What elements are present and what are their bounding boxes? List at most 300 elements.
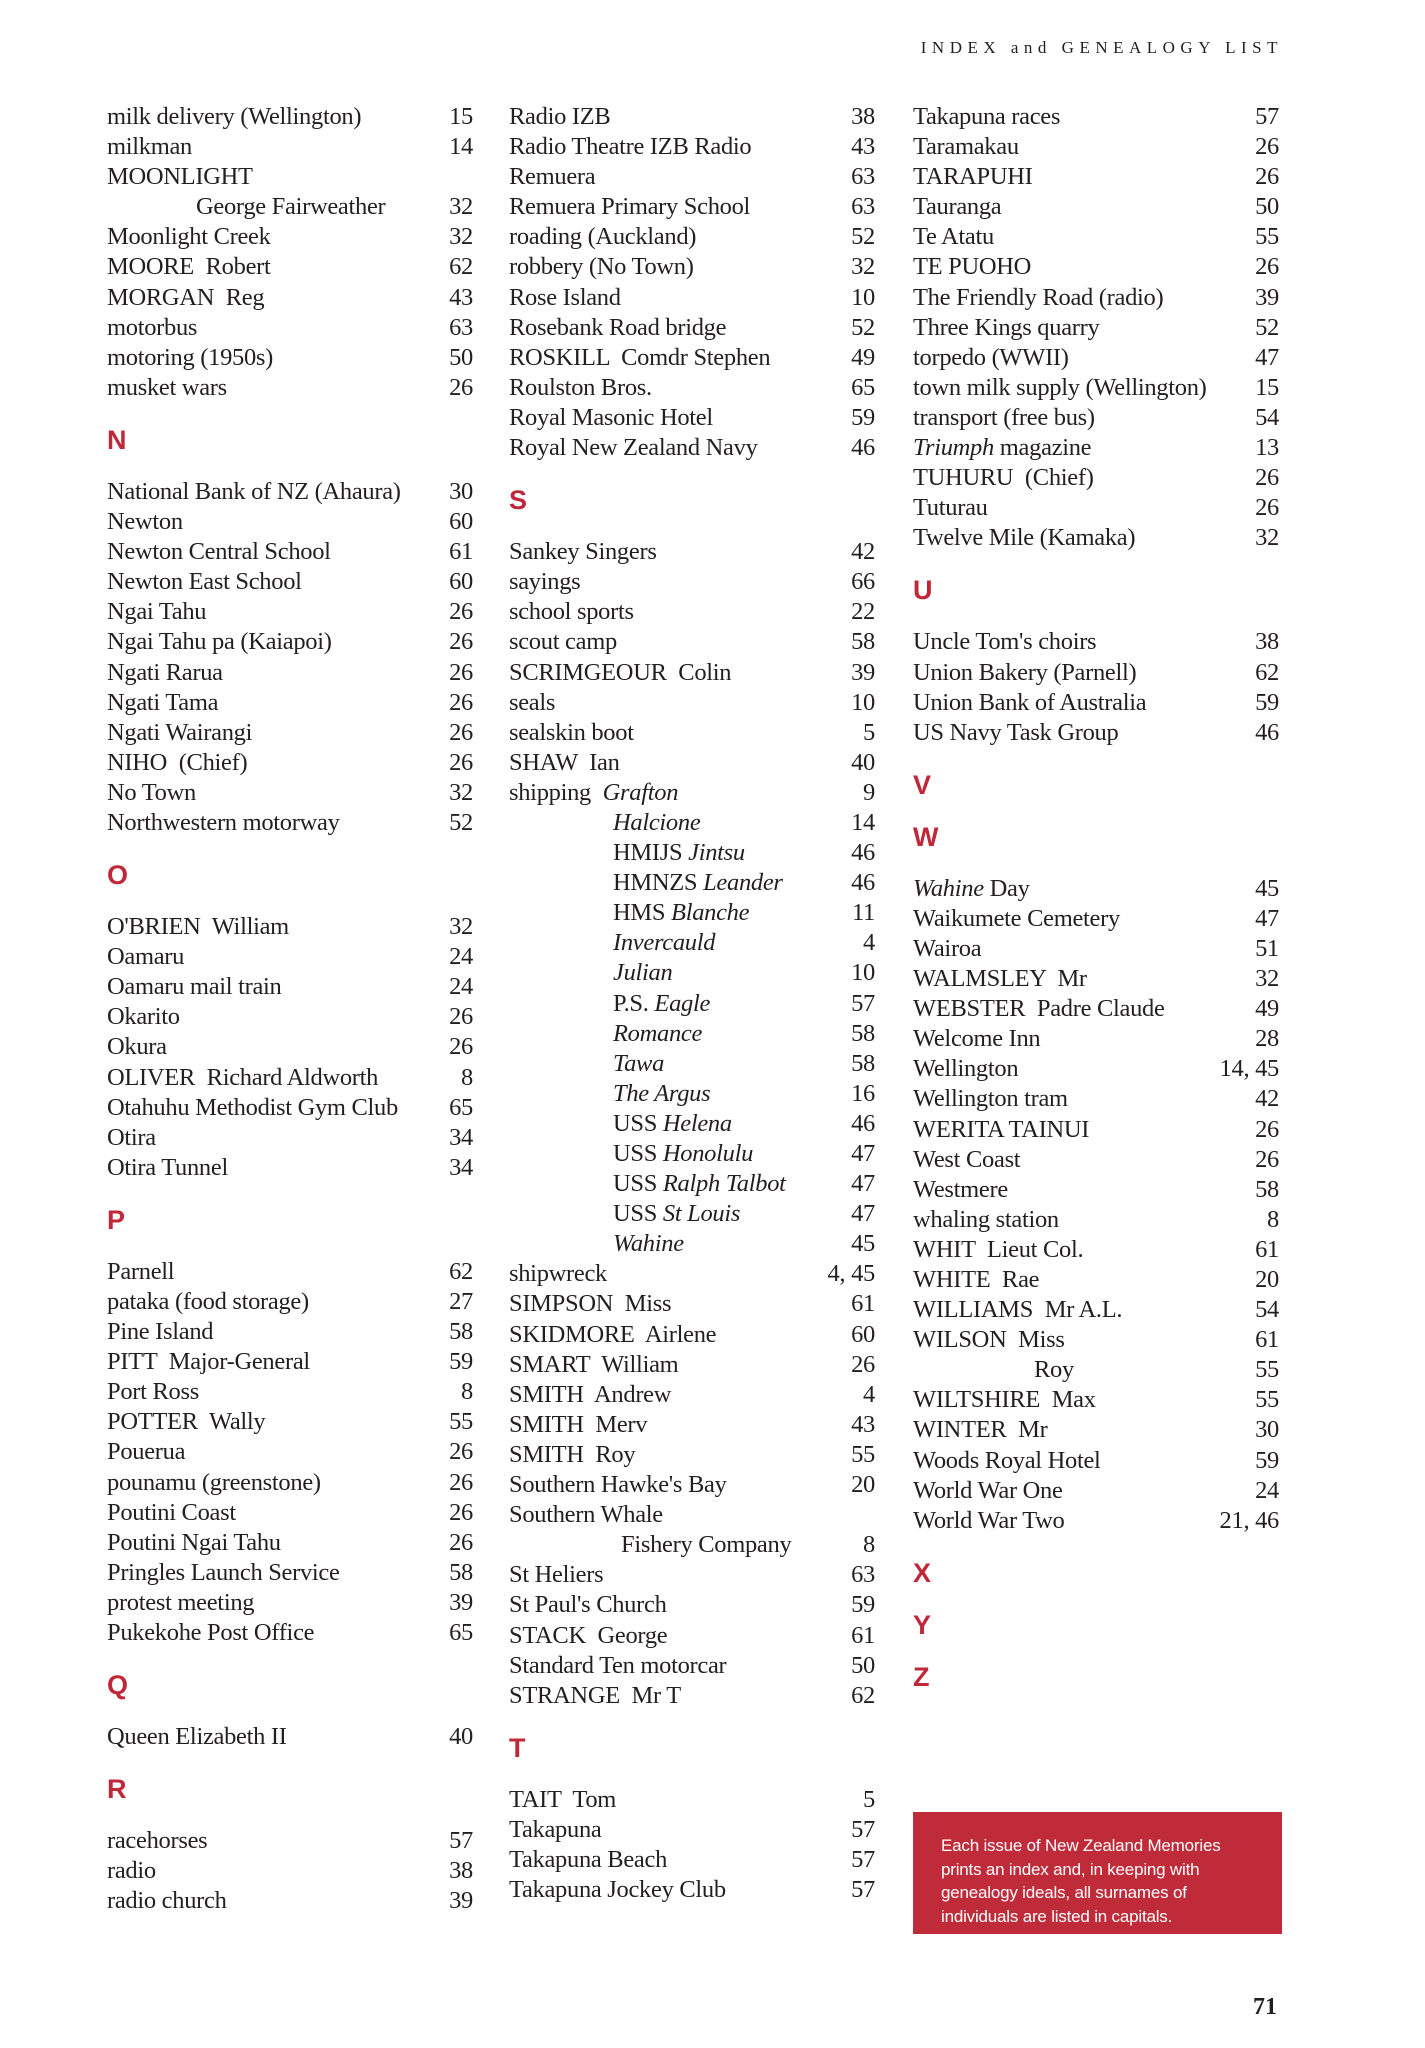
entry-page-number: 14: [449, 133, 473, 161]
entry-term: school sports: [509, 598, 634, 626]
entry-page-number: 66: [851, 568, 875, 596]
index-entry: [107, 942, 473, 972]
entry-term: Union Bank of Australia: [913, 688, 1147, 716]
entry-term: [509, 898, 749, 928]
entry-page-number: 26: [449, 1498, 473, 1526]
entry-page-number: 59: [851, 403, 875, 431]
index-entry: [913, 1084, 1279, 1114]
entry-page-number: 26: [1255, 494, 1279, 522]
index-entry: [509, 1440, 875, 1470]
index-entry: [509, 1560, 875, 1590]
entry-term-italic: Helena: [662, 1109, 732, 1137]
entry-term: WILTSHIRE Max: [913, 1386, 1096, 1414]
index-entry: [107, 162, 473, 192]
entry-page-number: 11: [852, 899, 875, 927]
entry-term: Queen Elizabeth II: [107, 1723, 287, 1751]
entry-term: [509, 868, 783, 898]
entry-term: Ngati Wairangi: [107, 718, 253, 746]
index-entry: [913, 252, 1279, 282]
entry-term: National Bank of NZ (Ahaura): [107, 477, 401, 505]
index-entry: [107, 313, 473, 343]
entry-term: Tauranga: [913, 193, 1002, 221]
entry-page-number: 26: [449, 1528, 473, 1556]
index-entry: [107, 222, 473, 252]
entry-term: racehorses: [107, 1827, 208, 1855]
entry-page-number: 61: [1255, 1235, 1279, 1263]
index-entry: [509, 958, 875, 988]
index-entry: [913, 658, 1279, 688]
entry-page-number: 55: [1255, 1386, 1279, 1414]
index-entry: [509, 838, 875, 868]
genealogy-note-box: [913, 1812, 1282, 1934]
entry-term: Ngai Tahu: [107, 598, 207, 626]
entry-page-number: 40: [851, 748, 875, 776]
entry-page-number: 58: [449, 1558, 473, 1586]
entry-term: milkman: [107, 133, 193, 161]
entry-term-italic: Eagle: [654, 989, 711, 1017]
index-entry: [107, 1407, 473, 1437]
index-entry: [107, 1002, 473, 1032]
entry-page-number: 26: [1255, 253, 1279, 281]
section-letter-heading: Z: [913, 1661, 930, 1692]
entry-term: Westmere: [913, 1175, 1008, 1203]
entry-term: Pringles Launch Service: [107, 1558, 340, 1586]
entry-term: The Friendly Road (radio): [913, 283, 1164, 311]
entry-page-number: 26: [449, 748, 473, 776]
index-entry: [509, 1651, 875, 1681]
entry-term: sealskin boot: [509, 718, 634, 746]
entry-page-number: 32: [449, 778, 473, 806]
entry-term: motorbus: [107, 313, 198, 341]
entry-page-number: 42: [1255, 1085, 1279, 1113]
index-entry: [509, 102, 875, 132]
entry-term: Roy: [1034, 1356, 1074, 1384]
entry-term: musket wars: [107, 373, 227, 401]
entry-page-number: 4: [863, 1380, 875, 1408]
entry-page-number: 26: [449, 658, 473, 686]
entry-term: Fishery Company: [621, 1531, 792, 1559]
index-entry: [509, 898, 875, 928]
entry-term: Okura: [107, 1033, 167, 1061]
entry-page-number: 8: [863, 1531, 875, 1559]
index-entry: [913, 433, 1279, 463]
entry-term: SMITH Andrew: [509, 1380, 672, 1408]
index-entry: [509, 748, 875, 778]
running-title: INDEX and GENEALOGY LIST: [920, 38, 1283, 57]
entry-page-number: 63: [851, 163, 875, 191]
index-entry: [509, 808, 875, 838]
entry-page-number: 39: [449, 1588, 473, 1616]
entry-page-number: 28: [1255, 1025, 1279, 1053]
entry-term: Otira Tunnel: [107, 1153, 228, 1181]
entry-term: NIHO (Chief): [107, 748, 248, 776]
entry-term: STACK George: [509, 1621, 668, 1649]
index-entry: [107, 1123, 473, 1153]
entry-term: Wellington tram: [913, 1085, 1068, 1113]
note-text: Each issue of New Zealand Memories prints an index and, in keeping with genealogy ideals, all surnames of individuals are listed in capitals.: [941, 1836, 1221, 1926]
index-entry: [107, 688, 473, 718]
entry-page-number: 14, 45: [1219, 1055, 1279, 1083]
entry-page-number: 26: [449, 1003, 473, 1031]
section-letter-heading: W: [913, 821, 939, 852]
entry-term: Otahuhu Methodist Gym Club: [107, 1093, 398, 1121]
entry-term: sayings: [509, 568, 581, 596]
index-entry: [509, 192, 875, 222]
entry-page-number: 40: [449, 1723, 473, 1751]
entry-page-number: 39: [1255, 283, 1279, 311]
entry-term: Ngati Tama: [107, 688, 219, 716]
entry-term: Tuturau: [913, 494, 988, 522]
entry-page-number: 63: [851, 193, 875, 221]
entry-term: St Paul's Church: [509, 1591, 667, 1619]
index-entry: [509, 1289, 875, 1319]
entry-term-part: HMS: [613, 899, 672, 927]
entry-page-number: 55: [851, 1440, 875, 1468]
entry-term: [509, 1229, 684, 1259]
entry-term: SHAW Ian: [509, 748, 620, 776]
entry-page-number: 63: [449, 313, 473, 341]
entry-term: Okarito: [107, 1003, 180, 1031]
index-entry: [913, 1355, 1279, 1385]
index-entry: [509, 1139, 875, 1169]
entry-page-number: 15: [449, 103, 473, 130]
entry-term: town milk supply (Wellington): [913, 373, 1207, 401]
entry-term-italic: Blanche: [671, 899, 750, 927]
index-entry: [107, 373, 473, 403]
index-entry: [509, 868, 875, 898]
entry-page-number: 62: [449, 1257, 473, 1285]
entry-term: Sankey Singers: [509, 538, 657, 566]
entry-term-part: USS: [613, 1140, 663, 1167]
entry-page-number: 10: [851, 688, 875, 716]
index-entry: [107, 507, 473, 537]
entry-term: Ngati Rarua: [107, 658, 223, 686]
index-entry: [913, 162, 1279, 192]
entry-term-part: HMNZS: [613, 869, 704, 897]
index-entry: [107, 1153, 473, 1183]
entry-term: Twelve Mile (Kamaka): [913, 524, 1136, 552]
index-entry: [107, 537, 473, 567]
entry-page-number: 60: [851, 1320, 875, 1348]
entry-page-number: 32: [449, 913, 473, 941]
entry-page-number: 4, 45: [827, 1260, 875, 1288]
entry-term: George Fairweather: [196, 193, 386, 221]
entry-term: SMART William: [509, 1350, 679, 1378]
entry-page-number: 45: [851, 1230, 875, 1258]
entry-term: Southern Whale: [509, 1501, 663, 1529]
entry-term: SMITH Merv: [509, 1410, 648, 1438]
entry-term-italic: Wahine: [913, 874, 984, 902]
entry-term: WERITA TAINUI: [913, 1115, 1090, 1143]
index-entry: [509, 1199, 875, 1229]
index-entry: [107, 1528, 473, 1558]
index-entry: [913, 718, 1279, 748]
entry-term: Takapuna Jockey Club: [509, 1876, 726, 1904]
entry-page-number: 58: [449, 1318, 473, 1346]
entry-term: transport (free bus): [913, 403, 1095, 431]
entry-term: Moonlight Creek: [107, 223, 271, 251]
entry-page-number: 32: [851, 253, 875, 281]
index-entry: [107, 627, 473, 657]
entry-page-number: 62: [851, 1681, 875, 1709]
index-entry: [107, 102, 473, 132]
entry-page-number: 61: [1255, 1326, 1279, 1354]
entry-term: seals: [509, 688, 556, 716]
index-entry: [107, 283, 473, 313]
index-entry: [107, 1317, 473, 1347]
index-entry: [913, 222, 1279, 252]
entry-term: scout camp: [509, 628, 617, 656]
entry-term-italic: The Argus: [613, 1079, 711, 1107]
entry-term: [509, 1079, 710, 1109]
entry-page-number: 65: [449, 1619, 473, 1647]
entry-term: WHITE Rae: [913, 1266, 1040, 1293]
entry-term: US Navy Task Group: [913, 718, 1119, 746]
index-entry: [509, 1845, 875, 1875]
entry-term: West Coast: [913, 1145, 1021, 1173]
section-letter-heading: N: [107, 424, 127, 455]
index-entry: [913, 1175, 1279, 1205]
entry-term: Remuera: [509, 163, 596, 191]
entry-term: STRANGE Mr T: [509, 1681, 681, 1709]
index-entry: [107, 1032, 473, 1062]
entry-page-number: 26: [449, 688, 473, 716]
entry-page-number: 46: [1255, 718, 1279, 746]
section-letter-heading: S: [509, 485, 528, 516]
index-entry: [913, 1295, 1279, 1325]
entry-term: WHIT Lieut Col.: [913, 1235, 1084, 1263]
entry-term: Northwestern motorway: [107, 808, 340, 836]
entry-page-number: 20: [1255, 1266, 1279, 1293]
entry-page-number: 59: [1255, 1446, 1279, 1474]
section-letter-heading: X: [913, 1557, 932, 1588]
entry-term: Radio Theatre IZB Radio: [509, 133, 752, 161]
entry-page-number: 15: [1255, 373, 1279, 401]
entry-page-number: 49: [851, 343, 875, 371]
entry-page-number: 55: [449, 1408, 473, 1436]
entry-page-number: 26: [851, 1350, 875, 1378]
entry-page-number: 30: [1255, 1416, 1279, 1444]
entry-term: TUHURU (Chief): [913, 464, 1094, 492]
entry-term: [509, 838, 745, 868]
index-entry: [509, 1229, 875, 1259]
entry-page-number: 39: [851, 658, 875, 686]
entry-page-number: 26: [449, 718, 473, 746]
entry-page-number: 46: [851, 839, 875, 867]
entry-term: radio: [107, 1857, 156, 1885]
entry-term: Poutini Ngai Tahu: [107, 1528, 281, 1556]
index-entry: [509, 1169, 875, 1199]
entry-page-number: 9: [863, 778, 875, 806]
index-entry: [509, 537, 875, 567]
entry-term: Taramakau: [913, 133, 1019, 161]
section-letter-heading: O: [107, 860, 129, 891]
entry-page-number: 47: [1255, 343, 1279, 371]
entry-term: whaling station: [913, 1205, 1059, 1233]
index-entry: [107, 192, 473, 222]
entry-page-number: 34: [449, 1123, 473, 1151]
index-entry: [509, 1815, 875, 1845]
index-entry: [913, 283, 1279, 313]
section-letter-heading: V: [913, 769, 932, 800]
entry-page-number: 27: [449, 1288, 473, 1315]
entry-page-number: 52: [851, 313, 875, 341]
entry-term: [509, 928, 715, 958]
entry-page-number: 58: [851, 1049, 875, 1077]
index-entry: [107, 808, 473, 838]
entry-page-number: 57: [449, 1827, 473, 1855]
index-column-2: [509, 102, 875, 1905]
index-entry: [107, 1063, 473, 1093]
entry-term: [509, 778, 678, 808]
index-entry: [509, 928, 875, 958]
entry-term: WINTER Mr: [913, 1416, 1048, 1444]
index-entry: [509, 1500, 875, 1530]
entry-page-number: 26: [1255, 1115, 1279, 1143]
index-entry: [509, 1350, 875, 1380]
entry-term: Rose Island: [509, 283, 621, 311]
entry-term: pounamu (greenstone): [107, 1468, 321, 1496]
entry-term: Pouerua: [107, 1438, 186, 1466]
index-entry: [107, 1093, 473, 1123]
entry-page-number: 38: [851, 103, 875, 130]
index-entry: [107, 1287, 473, 1317]
entry-page-number: 43: [851, 1410, 875, 1438]
index-entry: [913, 373, 1279, 403]
entry-page-number: 8: [461, 1378, 473, 1406]
index-entry: [509, 283, 875, 313]
index-entry: [509, 252, 875, 282]
entry-page-number: 24: [449, 943, 473, 971]
entry-term: Southern Hawke's Bay: [509, 1471, 727, 1499]
entry-page-number: 57: [851, 1845, 875, 1873]
entry-term: World War One: [913, 1476, 1063, 1504]
index-entry: [509, 1019, 875, 1049]
index-entry: [509, 627, 875, 657]
entry-page-number: 47: [851, 1200, 875, 1228]
entry-term: Te Atatu: [913, 223, 994, 251]
entry-term-italic: Halcione: [613, 808, 701, 836]
entry-page-number: 57: [851, 1876, 875, 1904]
entry-page-number: 32: [1255, 524, 1279, 552]
entry-page-number: 54: [1255, 403, 1279, 431]
entry-page-number: 32: [449, 223, 473, 251]
entry-page-number: 20: [851, 1471, 875, 1499]
index-entry: [913, 934, 1279, 964]
entry-term: Takapuna: [509, 1815, 602, 1843]
entry-page-number: 38: [1255, 628, 1279, 656]
index-entry: [509, 373, 875, 403]
entry-page-number: 46: [851, 434, 875, 462]
entry-term: Uncle Tom's choirs: [913, 628, 1097, 656]
entry-term: Pine Island: [107, 1318, 214, 1346]
entry-term: Royal Masonic Hotel: [509, 403, 713, 431]
entry-page-number: 26: [449, 373, 473, 401]
entry-term-italic: Honolulu: [662, 1140, 754, 1167]
entry-term: [509, 1199, 740, 1229]
entry-page-number: 4: [863, 929, 875, 957]
entry-page-number: 57: [851, 1815, 875, 1843]
entry-page-number: 49: [1255, 995, 1279, 1023]
entry-term: No Town: [107, 778, 196, 806]
entry-page-number: 14: [851, 808, 875, 836]
entry-page-number: 26: [449, 628, 473, 656]
index-entry: [509, 1410, 875, 1440]
entry-term-italic: Tawa: [613, 1049, 665, 1077]
entry-term: motoring (1950s): [107, 343, 274, 371]
entry-page-number: 61: [851, 1621, 875, 1649]
entry-page-number: 47: [1255, 904, 1279, 932]
index-entry: [107, 778, 473, 808]
entry-page-number: 65: [851, 373, 875, 401]
entry-term: Welcome Inn: [913, 1025, 1041, 1053]
entry-term: milk delivery (Wellington): [107, 103, 362, 130]
entry-term: St Heliers: [509, 1561, 604, 1589]
index-entry: [913, 403, 1279, 433]
entry-term: WEBSTER Padre Claude: [913, 995, 1165, 1023]
entry-term: Parnell: [107, 1257, 175, 1285]
entry-term-italic: Grafton: [602, 778, 679, 806]
index-entry: [509, 1049, 875, 1079]
entry-page-number: 59: [449, 1348, 473, 1376]
entry-page-number: 26: [449, 1468, 473, 1496]
index-entry: [509, 1875, 875, 1905]
index-entry: [913, 463, 1279, 493]
entry-page-number: 60: [449, 568, 473, 596]
entry-page-number: 26: [1255, 163, 1279, 191]
index-entry: [107, 343, 473, 373]
entry-term: TE PUOHO: [913, 253, 1032, 281]
entry-page-number: 62: [449, 253, 473, 281]
entry-term-italic: Triumph: [913, 434, 994, 462]
index-entry: [913, 1054, 1279, 1084]
entry-term: [509, 1019, 702, 1049]
index-entry: [107, 1257, 473, 1287]
entry-term-part: Day: [983, 874, 1030, 902]
entry-term-part: USS: [613, 1200, 663, 1228]
entry-term: World War Two: [913, 1506, 1065, 1534]
entry-page-number: 61: [851, 1290, 875, 1318]
entry-page-number: 8: [1267, 1205, 1279, 1233]
entry-term: pataka (food storage): [107, 1288, 309, 1315]
entry-term-part: magazine: [993, 434, 1092, 462]
entry-page-number: 45: [1255, 874, 1279, 902]
index-entry: [509, 1259, 875, 1289]
entry-term: Remuera Primary School: [509, 193, 751, 221]
index-entry: [509, 567, 875, 597]
index-entry: [107, 1722, 473, 1752]
entry-term: [509, 1169, 786, 1199]
section-letter-heading: Y: [913, 1609, 932, 1640]
entry-page-number: 22: [851, 598, 875, 626]
index-entry: [107, 1347, 473, 1377]
entry-term: Royal New Zealand Navy: [509, 434, 758, 462]
index-entry: [913, 1024, 1279, 1054]
index-entry: [913, 904, 1279, 934]
entry-term: ROSKILL Comdr Stephen: [509, 343, 771, 371]
entry-page-number: 26: [1255, 1145, 1279, 1173]
index-column-3: [913, 102, 1279, 1692]
entry-term: MOORE Robert: [107, 253, 271, 281]
entry-page-number: 10: [851, 283, 875, 311]
entry-term: Takapuna races: [913, 103, 1061, 130]
index-entry: [107, 912, 473, 942]
index-entry: [913, 1325, 1279, 1355]
entry-page-number: 50: [851, 1651, 875, 1679]
index-entry: [509, 222, 875, 252]
entry-page-number: 52: [1255, 313, 1279, 341]
index-entry: [107, 252, 473, 282]
